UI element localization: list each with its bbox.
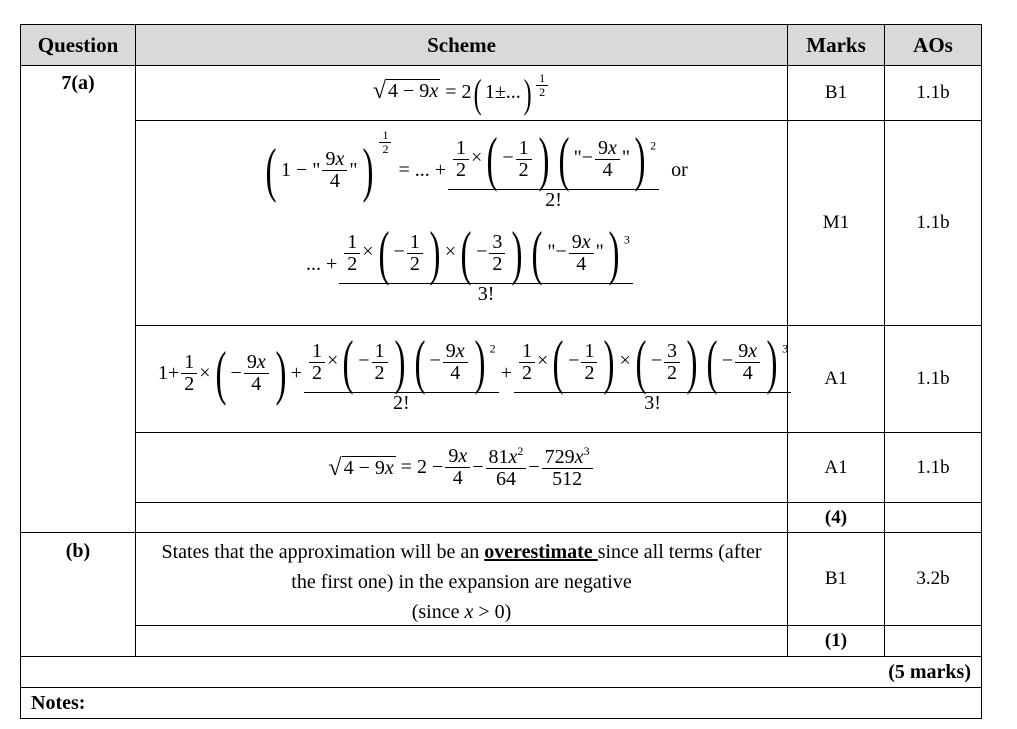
scheme-row-2 xyxy=(135,120,788,326)
mark-row-2: M1 xyxy=(787,120,885,326)
scheme-row-b2 xyxy=(135,625,788,657)
question-number-a: 7(a) xyxy=(61,72,95,94)
statement-text-end: since all terms (after the first one) in the expansion are negative xyxy=(291,541,762,593)
overestimate-statement: States that the approximation will be an overestimate since all terms (after the first one) in the expansion are negative (since x > 0) xyxy=(161,541,762,623)
header-scheme: Scheme xyxy=(135,24,788,66)
subtotal-b: (1) xyxy=(787,625,885,657)
binomial-fourth-term: ... + $\frac{1}{2}$ ×( − $\frac{1}{2}$ ) ×( − $\frac{3}{2}$ ) ( "− $\frac{9x}{4}$ ") $^3$ 3! xyxy=(306,223,635,305)
mark-row-3: A1 xyxy=(787,325,885,433)
or-text: or xyxy=(671,158,688,181)
scheme-row-b xyxy=(135,532,788,626)
mark-row-4: A1 xyxy=(787,432,885,503)
full-expansion: 1+ $\frac{1}{2}$ × ( − $\frac{9x}{4}$ ) + $\frac{1}{2}$ ×( − $\frac{1}{2}$ ) ( − $\frac{9x}{4}$ ) $^2$ 2! + $\frac{1}{2}$ ×( − $\frac{1}{2}$ ) ×( − $\frac{3}{2}$ ) ( − $\frac{9x}{4}$ ) $^3$ 3! xyxy=(158,332,793,414)
statement-condition: (since xyxy=(411,601,465,623)
scheme-row-3 xyxy=(135,325,788,433)
header-question: Question xyxy=(20,24,136,66)
binomial-third-term: ( 1 − " $\frac{9x}{4}$ " ) $\frac{1}{2}$ = ... + $\frac{1}{2}$ ×( − $\frac{1}{2}$ ) ( "− $\frac{9x}{4}$ ") $^2$ 2! or xyxy=(265,126,688,211)
question-number-b: (b) xyxy=(65,540,91,562)
ao-row-5 xyxy=(884,502,982,533)
expression-sqrt-factor: √ 4 − 9x = 2( 1±...) $\frac{1}{2}$ xyxy=(373,72,550,113)
header-aos: AOs xyxy=(884,24,982,66)
mark-row-b: B1 xyxy=(787,532,885,626)
scheme-row-5 xyxy=(135,502,788,533)
total-marks: (5 marks) xyxy=(888,661,971,683)
ao-row-2: 1.1b xyxy=(884,120,982,326)
statement-text-start: States that the approximation will be an xyxy=(161,541,485,563)
header-marks: Marks xyxy=(787,24,885,66)
statement-emphasis: overestimate xyxy=(484,541,598,563)
notes-row xyxy=(20,687,982,719)
ao-row-b: 3.2b xyxy=(884,532,982,626)
notes-label: Notes: xyxy=(31,692,86,714)
scheme-row-1 xyxy=(135,65,788,121)
ao-row-1: 1.1b xyxy=(884,65,982,121)
ao-row-3: 1.1b xyxy=(884,325,982,433)
mark-row-1: B1 xyxy=(787,65,885,121)
ao-row-b2 xyxy=(884,625,982,657)
question-cell-b xyxy=(20,532,136,657)
final-answer: √ 4 − 9x = 2 − $\frac{9x}{4}$ − $\frac{81x^2}{64}$ − $\frac{729x^3}{512}$ xyxy=(328,445,594,490)
subtotal-a: (4) xyxy=(787,502,885,533)
ao-row-4: 1.1b xyxy=(884,432,982,503)
total-row xyxy=(20,656,982,688)
scheme-row-4 xyxy=(135,432,788,503)
question-cell-a xyxy=(20,65,136,533)
